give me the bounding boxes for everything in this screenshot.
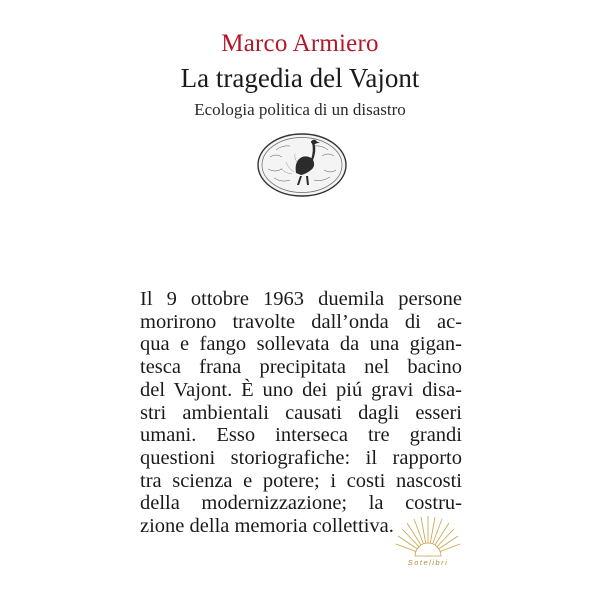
- book-title: La tragedia del Vajont: [180, 63, 420, 93]
- blurb-line: Il 9 ottobre 1963 duemila persone: [140, 288, 462, 310]
- blurb-line: del Vajont. È uno dei piú gravi disa-: [140, 378, 462, 401]
- blurb-line: umani. Esso interseca tre grandi: [140, 424, 462, 447]
- author-name: Marco Armiero: [221, 30, 379, 57]
- blurb-line: morirono travolte dall’onda di ac-: [140, 310, 462, 333]
- ostrich-emblem-icon: [256, 132, 348, 198]
- blurb-line: tesca frana precipitata nel bacino: [140, 356, 462, 379]
- rising-sun-icon: [393, 512, 463, 558]
- blurb-line: qua e fango sollevata da una gigan-: [140, 333, 462, 356]
- book-subtitle: Ecologia politica di un disastro: [194, 100, 406, 119]
- blurb-text: [140, 288, 462, 538]
- blurb-line: tra scienza e potere; i costi nascosti: [140, 469, 462, 492]
- series-name: Sotelibri: [407, 558, 449, 567]
- blurb-line: questioni storiografiche: il rapporto: [140, 446, 462, 469]
- blurb-line: stri ambientali causati dagli esseri: [140, 401, 462, 424]
- blurb-line: zione della memoria collettiva.: [140, 515, 394, 538]
- blurb-line: della modernizzazione; la costru-: [140, 492, 462, 515]
